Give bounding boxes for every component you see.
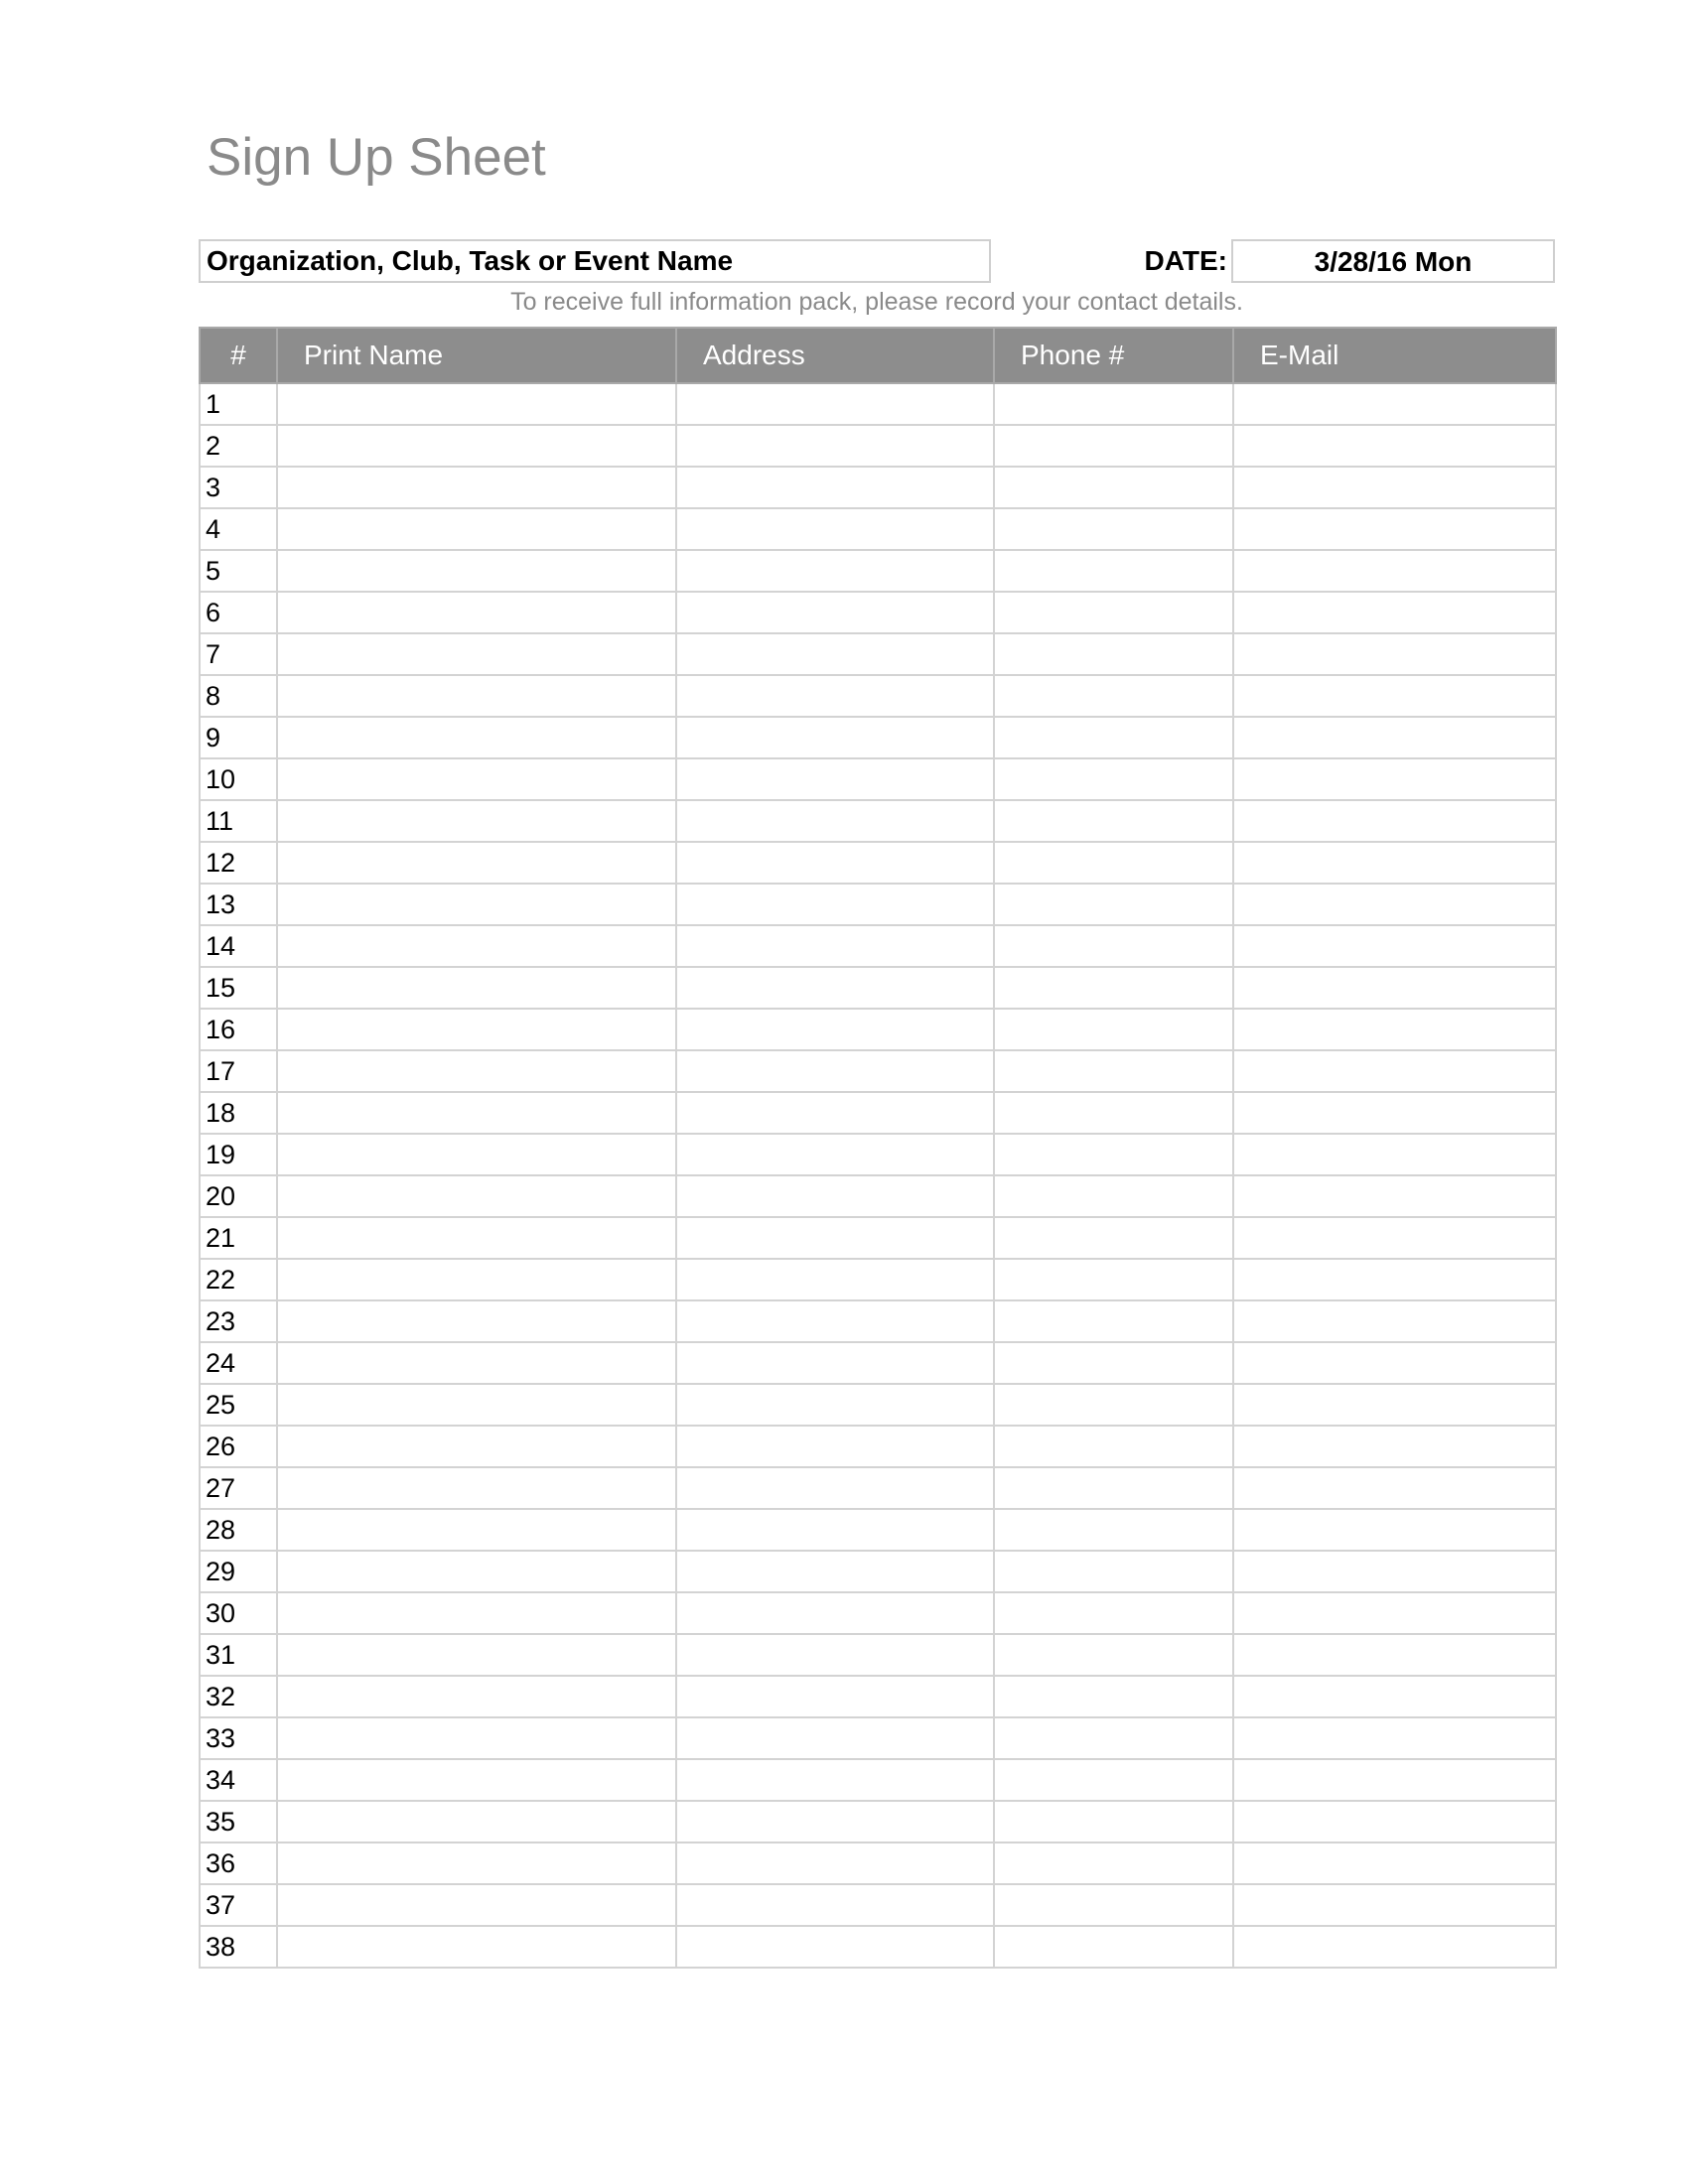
email-cell[interactable] xyxy=(1233,508,1556,550)
print-name-cell[interactable] xyxy=(277,425,676,467)
print-name-cell[interactable] xyxy=(277,1634,676,1676)
phone-cell[interactable] xyxy=(994,1926,1233,1968)
row-number: 31 xyxy=(200,1634,277,1676)
table-row xyxy=(200,425,1556,467)
phone-cell[interactable] xyxy=(994,717,1233,758)
email-cell[interactable] xyxy=(1233,1092,1556,1134)
print-name-cell[interactable] xyxy=(277,508,676,550)
email-cell[interactable] xyxy=(1233,1592,1556,1634)
column-header-address: Address xyxy=(676,328,994,383)
table-row xyxy=(200,550,1556,592)
date-label: DATE: xyxy=(1144,245,1227,276)
table-row xyxy=(200,1426,1556,1467)
table-row xyxy=(200,1926,1556,1968)
row-number: 5 xyxy=(200,550,277,592)
address-cell[interactable] xyxy=(676,1092,994,1134)
email-cell[interactable] xyxy=(1233,884,1556,925)
print-name-cell[interactable] xyxy=(277,967,676,1009)
address-cell[interactable] xyxy=(676,1801,994,1843)
column-header-print-name: Print Name xyxy=(277,328,676,383)
row-number: 22 xyxy=(200,1259,277,1300)
address-cell[interactable] xyxy=(676,592,994,633)
print-name-cell[interactable] xyxy=(277,1342,676,1384)
print-name-cell[interactable] xyxy=(277,1801,676,1843)
address-cell[interactable] xyxy=(676,1050,994,1092)
table-row xyxy=(200,508,1556,550)
print-name-cell[interactable] xyxy=(277,675,676,717)
row-number: 24 xyxy=(200,1342,277,1384)
print-name-cell[interactable] xyxy=(277,1551,676,1592)
phone-cell[interactable] xyxy=(994,550,1233,592)
row-number: 26 xyxy=(200,1426,277,1467)
print-name-cell[interactable] xyxy=(277,717,676,758)
email-cell[interactable] xyxy=(1233,1676,1556,1717)
row-number: 8 xyxy=(200,675,277,717)
print-name-cell[interactable] xyxy=(277,1467,676,1509)
address-cell[interactable] xyxy=(676,1259,994,1300)
address-cell[interactable] xyxy=(676,758,994,800)
phone-cell[interactable] xyxy=(994,1759,1233,1801)
email-cell[interactable] xyxy=(1233,1843,1556,1884)
address-cell[interactable] xyxy=(676,925,994,967)
phone-cell[interactable] xyxy=(994,1801,1233,1843)
print-name-cell[interactable] xyxy=(277,1009,676,1050)
address-cell[interactable] xyxy=(676,1843,994,1884)
phone-cell[interactable] xyxy=(994,508,1233,550)
phone-cell[interactable] xyxy=(994,1050,1233,1092)
table-row xyxy=(200,1592,1556,1634)
address-cell[interactable] xyxy=(676,967,994,1009)
row-number: 15 xyxy=(200,967,277,1009)
address-cell[interactable] xyxy=(676,467,994,508)
table-row xyxy=(200,1467,1556,1509)
address-cell[interactable] xyxy=(676,884,994,925)
email-cell[interactable] xyxy=(1233,1050,1556,1092)
row-number: 14 xyxy=(200,925,277,967)
address-cell[interactable] xyxy=(676,1926,994,1968)
table-row xyxy=(200,1134,1556,1175)
print-name-cell[interactable] xyxy=(277,1217,676,1259)
table-row xyxy=(200,1676,1556,1717)
table-row xyxy=(200,1634,1556,1676)
email-cell[interactable] xyxy=(1233,1300,1556,1342)
row-number: 34 xyxy=(200,1759,277,1801)
row-number: 1 xyxy=(200,383,277,425)
print-name-cell[interactable] xyxy=(277,1884,676,1926)
table-row xyxy=(200,884,1556,925)
address-cell[interactable] xyxy=(676,1759,994,1801)
table-row xyxy=(200,1384,1556,1426)
phone-cell[interactable] xyxy=(994,967,1233,1009)
table-row xyxy=(200,800,1556,842)
table-row xyxy=(200,1509,1556,1551)
email-cell[interactable] xyxy=(1233,1467,1556,1509)
print-name-cell[interactable] xyxy=(277,1050,676,1092)
print-name-cell[interactable] xyxy=(277,383,676,425)
address-cell[interactable] xyxy=(676,1384,994,1426)
table-row xyxy=(200,1009,1556,1050)
print-name-cell[interactable] xyxy=(277,1843,676,1884)
print-name-cell[interactable] xyxy=(277,1592,676,1634)
address-cell[interactable] xyxy=(676,550,994,592)
phone-cell[interactable] xyxy=(994,1092,1233,1134)
email-cell[interactable] xyxy=(1233,550,1556,592)
row-number: 19 xyxy=(200,1134,277,1175)
table-row xyxy=(200,633,1556,675)
email-cell[interactable] xyxy=(1233,800,1556,842)
row-number: 12 xyxy=(200,842,277,884)
row-number: 32 xyxy=(200,1676,277,1717)
email-cell[interactable] xyxy=(1233,1801,1556,1843)
print-name-cell[interactable] xyxy=(277,1134,676,1175)
address-cell[interactable] xyxy=(676,1551,994,1592)
print-name-cell[interactable] xyxy=(277,1426,676,1467)
email-cell[interactable] xyxy=(1233,925,1556,967)
row-number: 17 xyxy=(200,1050,277,1092)
address-cell[interactable] xyxy=(676,717,994,758)
address-cell[interactable] xyxy=(676,1717,994,1759)
print-name-cell[interactable] xyxy=(277,758,676,800)
phone-cell[interactable] xyxy=(994,383,1233,425)
column-header-email: E-Mail xyxy=(1233,328,1556,383)
row-number: 7 xyxy=(200,633,277,675)
row-number: 28 xyxy=(200,1509,277,1551)
address-cell[interactable] xyxy=(676,1467,994,1509)
table-row xyxy=(200,925,1556,967)
email-cell[interactable] xyxy=(1233,1551,1556,1592)
print-name-cell[interactable] xyxy=(277,633,676,675)
row-number: 16 xyxy=(200,1009,277,1050)
address-cell[interactable] xyxy=(676,633,994,675)
email-cell[interactable] xyxy=(1233,1134,1556,1175)
address-cell[interactable] xyxy=(676,1175,994,1217)
email-cell[interactable] xyxy=(1233,1259,1556,1300)
email-cell[interactable] xyxy=(1233,1175,1556,1217)
row-number: 21 xyxy=(200,1217,277,1259)
table-row xyxy=(200,1175,1556,1217)
address-cell[interactable] xyxy=(676,800,994,842)
phone-cell[interactable] xyxy=(994,675,1233,717)
table-row xyxy=(200,1551,1556,1592)
row-number: 13 xyxy=(200,884,277,925)
phone-cell[interactable] xyxy=(994,842,1233,884)
email-cell[interactable] xyxy=(1233,967,1556,1009)
table-header-row xyxy=(200,328,1556,383)
email-cell[interactable] xyxy=(1233,842,1556,884)
print-name-cell[interactable] xyxy=(277,925,676,967)
row-number: 18 xyxy=(200,1092,277,1134)
row-number: 4 xyxy=(200,508,277,550)
address-cell[interactable] xyxy=(676,1342,994,1384)
email-cell[interactable] xyxy=(1233,1926,1556,1968)
table-row xyxy=(200,383,1556,425)
row-number: 27 xyxy=(200,1467,277,1509)
row-number: 33 xyxy=(200,1717,277,1759)
table-row xyxy=(200,717,1556,758)
row-number: 25 xyxy=(200,1384,277,1426)
print-name-cell[interactable] xyxy=(277,1175,676,1217)
email-cell[interactable] xyxy=(1233,758,1556,800)
print-name-cell[interactable] xyxy=(277,1092,676,1134)
table-row xyxy=(200,1801,1556,1843)
table-row xyxy=(200,1717,1556,1759)
email-cell[interactable] xyxy=(1233,1384,1556,1426)
table-row xyxy=(200,842,1556,884)
table-row xyxy=(200,967,1556,1009)
column-header-number: # xyxy=(200,328,277,383)
email-cell[interactable] xyxy=(1233,1009,1556,1050)
address-cell[interactable] xyxy=(676,1676,994,1717)
table-row xyxy=(200,1092,1556,1134)
table-row xyxy=(200,1884,1556,1926)
row-number: 20 xyxy=(200,1175,277,1217)
column-header-phone: Phone # xyxy=(994,328,1233,383)
phone-cell[interactable] xyxy=(994,1551,1233,1592)
table-row xyxy=(200,467,1556,508)
row-number: 30 xyxy=(200,1592,277,1634)
table-row xyxy=(200,1300,1556,1342)
address-cell[interactable] xyxy=(676,1509,994,1551)
email-cell[interactable] xyxy=(1233,633,1556,675)
email-cell[interactable] xyxy=(1233,1884,1556,1926)
phone-cell[interactable] xyxy=(994,884,1233,925)
phone-cell[interactable] xyxy=(994,1509,1233,1551)
phone-cell[interactable] xyxy=(994,1676,1233,1717)
email-cell[interactable] xyxy=(1233,1759,1556,1801)
address-cell[interactable] xyxy=(676,1134,994,1175)
row-number: 10 xyxy=(200,758,277,800)
print-name-cell[interactable] xyxy=(277,842,676,884)
print-name-cell[interactable] xyxy=(277,1926,676,1968)
email-cell[interactable] xyxy=(1233,1426,1556,1467)
phone-cell[interactable] xyxy=(994,1884,1233,1926)
phone-cell[interactable] xyxy=(994,1717,1233,1759)
phone-cell[interactable] xyxy=(994,1634,1233,1676)
phone-cell[interactable] xyxy=(994,1843,1233,1884)
address-cell[interactable] xyxy=(676,1300,994,1342)
phone-cell[interactable] xyxy=(994,1217,1233,1259)
phone-cell[interactable] xyxy=(994,1259,1233,1300)
email-cell[interactable] xyxy=(1233,1634,1556,1676)
table-row xyxy=(200,1217,1556,1259)
row-number: 35 xyxy=(200,1801,277,1843)
row-number: 3 xyxy=(200,467,277,508)
row-number: 11 xyxy=(200,800,277,842)
print-name-cell[interactable] xyxy=(277,1300,676,1342)
address-cell[interactable] xyxy=(676,1217,994,1259)
address-cell[interactable] xyxy=(676,1884,994,1926)
phone-cell[interactable] xyxy=(994,1134,1233,1175)
phone-cell[interactable] xyxy=(994,1384,1233,1426)
row-number: 6 xyxy=(200,592,277,633)
phone-cell[interactable] xyxy=(994,425,1233,467)
table-row xyxy=(200,1050,1556,1092)
table-row xyxy=(200,1259,1556,1300)
address-cell[interactable] xyxy=(676,842,994,884)
phone-cell[interactable] xyxy=(994,1592,1233,1634)
table-row xyxy=(200,1342,1556,1384)
print-name-cell[interactable] xyxy=(277,467,676,508)
phone-cell[interactable] xyxy=(994,1009,1233,1050)
email-cell[interactable] xyxy=(1233,1217,1556,1259)
instructions-text: To receive full information pack, please record your contact details. xyxy=(510,288,1243,316)
table-row xyxy=(200,1843,1556,1884)
table-row xyxy=(200,675,1556,717)
print-name-cell[interactable] xyxy=(277,1384,676,1426)
address-cell[interactable] xyxy=(676,1634,994,1676)
address-cell[interactable] xyxy=(676,383,994,425)
email-cell[interactable] xyxy=(1233,1509,1556,1551)
row-number: 37 xyxy=(200,1884,277,1926)
print-name-cell[interactable] xyxy=(277,592,676,633)
table-row xyxy=(200,758,1556,800)
print-name-cell[interactable] xyxy=(277,1717,676,1759)
email-cell[interactable] xyxy=(1233,1717,1556,1759)
email-cell[interactable] xyxy=(1233,717,1556,758)
row-number: 38 xyxy=(200,1926,277,1968)
row-number: 2 xyxy=(200,425,277,467)
print-name-cell[interactable] xyxy=(277,800,676,842)
print-name-cell[interactable] xyxy=(277,550,676,592)
phone-cell[interactable] xyxy=(994,592,1233,633)
print-name-cell[interactable] xyxy=(277,1759,676,1801)
row-number: 23 xyxy=(200,1300,277,1342)
print-name-cell[interactable] xyxy=(277,1259,676,1300)
print-name-cell[interactable] xyxy=(277,1676,676,1717)
table-row xyxy=(200,592,1556,633)
row-number: 9 xyxy=(200,717,277,758)
print-name-cell[interactable] xyxy=(277,1509,676,1551)
row-number: 29 xyxy=(200,1551,277,1592)
phone-cell[interactable] xyxy=(994,758,1233,800)
address-cell[interactable] xyxy=(676,1592,994,1634)
phone-cell[interactable] xyxy=(994,1467,1233,1509)
phone-cell[interactable] xyxy=(994,1300,1233,1342)
date-field[interactable]: 3/28/16 Mon xyxy=(1231,239,1555,283)
phone-cell[interactable] xyxy=(994,800,1233,842)
address-cell[interactable] xyxy=(676,425,994,467)
table-row xyxy=(200,1759,1556,1801)
address-cell[interactable] xyxy=(676,1009,994,1050)
email-cell[interactable] xyxy=(1233,383,1556,425)
address-cell[interactable] xyxy=(676,675,994,717)
phone-cell[interactable] xyxy=(994,925,1233,967)
phone-cell[interactable] xyxy=(994,1342,1233,1384)
email-cell[interactable] xyxy=(1233,675,1556,717)
email-cell[interactable] xyxy=(1233,1342,1556,1384)
email-cell[interactable] xyxy=(1233,425,1556,467)
phone-cell[interactable] xyxy=(994,633,1233,675)
signup-table xyxy=(199,327,1557,1969)
phone-cell[interactable] xyxy=(994,1426,1233,1467)
print-name-cell[interactable] xyxy=(277,884,676,925)
phone-cell[interactable] xyxy=(994,467,1233,508)
row-number: 36 xyxy=(200,1843,277,1884)
page-title: Sign Up Sheet xyxy=(207,128,546,187)
email-cell[interactable] xyxy=(1233,467,1556,508)
phone-cell[interactable] xyxy=(994,1175,1233,1217)
address-cell[interactable] xyxy=(676,1426,994,1467)
email-cell[interactable] xyxy=(1233,592,1556,633)
address-cell[interactable] xyxy=(676,508,994,550)
event-name-field[interactable]: Organization, Club, Task or Event Name xyxy=(199,239,991,283)
